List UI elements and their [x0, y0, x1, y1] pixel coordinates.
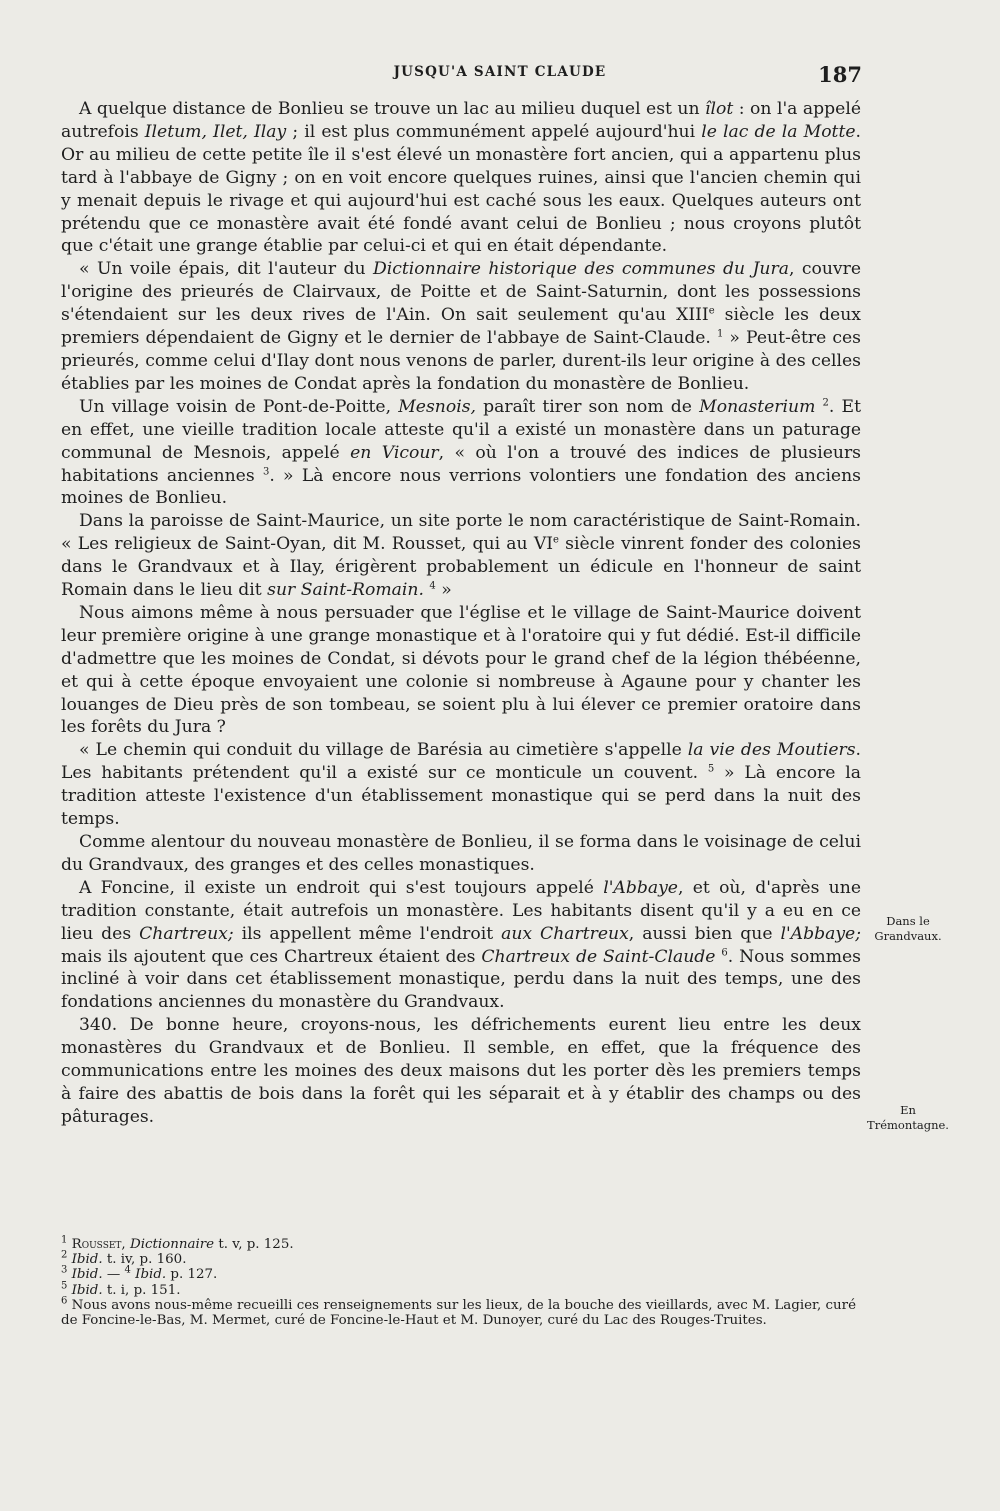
footnote-ref-1: 1 [716, 328, 724, 340]
margin-note-tremontagne: En Trémontagne. [867, 1103, 949, 1132]
paragraph-mesnois: Un village voisin de Pont-de-Poitte, Mesnois, paraît tirer son nom de Monasterium $^2$. Et en effet, une vieille tradition locale atteste qu'il a existé un monastère dans un paturage communal de Mesnois, appelé en Vicour, « où l'on a trouvé des indices de plusieurs habitations anciennes $^3$. » Là encore nous verrions volontiers une fondation des anciens moines de Bonlieu. [61, 396, 861, 509]
paragraph-saint-maurice: Dans la paroisse de Saint-Maurice, un site porte le nom caractéristique de Saint-Romain. « Les religieux de Saint-Oyan, dit M. Rousset, qui au VIe siècle vinrent fonder des colonies dans le Grandvaux et à Ilay, érigèrent probablement un édicule en l'honneur de saint Romain dans le lieu dit sur Saint-Romain. $^4$ » [61, 511, 862, 601]
footnote-3-4: $^3$ Ibid. — $^4$ Ibid. p. 127. [61, 1264, 218, 1283]
footnote-ref-6: 6 [721, 946, 728, 958]
footnote-ref-5: 5 [707, 763, 715, 775]
footnotes [61, 1234, 856, 1329]
running-title: JUSQU'A SAINT CLAUDE [393, 64, 607, 80]
footnote-ref-3: 3 [262, 465, 270, 477]
footnote-2: $^2$ Ibid. t. iv, p. 160. [61, 1249, 187, 1268]
footnote-5: $^5$ Ibid. t. i, p. 151. [61, 1280, 181, 1298]
margin-note-grandvaux: Dans le Grandvaux. [874, 914, 942, 943]
paragraph-prieures: « Un voile épais, dit l'auteur du Dictionnaire historique des communes du Jura, couvre l'origine des prieurés de Clairvaux, de Poitte et de Saint-Saturnin, dont les possessions s'étendaient sur les deux rives de l'Ain. On sait seulement qu'au XIIIe siècle les deux premiers dépendaient de Gigny et le dernier de l'abbaye de Saint-Claude. $^1$ » Peut-être ces prieurés, comme celui d'Ilay dont nous venons de parler, durent-ils leur origine à des celles établies par les moines de Condat après la fondation du monastère de Bonlieu. [61, 259, 862, 394]
paragraph-baresia: « Le chemin qui conduit du village de Barésia au cimetière s'appelle la vie des Moutiers. Les habitants prétendent qu'il a existé sur ce monticule un couvent. $^5$ » Là encore la tradition atteste l'existence d'un établissement monastique qui se perd dans la nuit des temps. [61, 740, 861, 830]
paragraph-eglise: Nous aimons même à nous persuader que l'église et le village de Saint-Maurice doivent leur première origine à une grange monastique et à l'oratoire qui y fut dédié. Est-il difficile d'admettre que les moines de Condat, si dévots pour le grand chef de la légion thébéenne, et qui à cette époque envoyaient une colonie si nombreuse à Agaune pour y chanter les louanges de Dieu près de son tombeau, se soient plu à lui élever ce premier oratoire dans les forêts du Jura ? [61, 602, 861, 738]
paragraph-granges: Comme alentour du nouveau monastère de Bonlieu, il se forma dans le voisinage de celui du Grandvaux, des granges et des celles monastiques. [61, 832, 861, 875]
main-text [61, 98, 861, 1129]
paragraph-340: 340. De bonne heure, croyons-nous, les défrichements eurent lieu entre les deux monastères du Grandvaux et de Bonlieu. Il semble, en effet, que la fréquence des communications entre les moines des deux maisons dut les porter dès les premiers temps à faire des abattis de bois dans la forêt qui les séparait et à y établir des champs ou des pâturages. [61, 1015, 861, 1127]
paragraph-foncine: A Foncine, il existe un endroit qui s'est toujours appelé l'Abbaye, et où, d'après une tradition constante, était autrefois un monastère. Les habitants disent qu'il y a eu en ce lieu des Chartreux; ils appellent même l'endroit aux Chartreux, aussi bien que l'Abbaye; mais ils ajoutent que ces Chartreux étaient des Chartreux de Saint-Claude $^6$. Nous sommes incliné à voir dans cet établissement monastique, perdu dans la nuit des temps, une des fondations anciennes du monastère du Grandvaux. [61, 877, 862, 1013]
footnote-6: $^6$ Nous avons nous-même recueilli ces renseignements sur les lieux, de la bouche des vieillards, avec M. Lagier, curé de Foncine-le-Bas, M. Mermet, curé de Foncine-le-Haut et M. Dunoyer, curé du Lac des Rouges-Truites. [61, 1295, 856, 1329]
footnote-ref-4: 4 [429, 580, 436, 592]
footnote-1: $^1$ Rousset, Dictionnaire t. v, p. 125. [61, 1234, 294, 1252]
paragraph-ilay: A quelque distance de Bonlieu se trouve un lac au milieu duquel est un îlot : on l'a appelé autrefois Iletum, Ilet, Ilay ; il est plus communément appelé aujourd'hui le lac de la Motte. Or au milieu de cette petite île il s'est élevé un monastère fort ancien, qui a appartenu plus tard à l'abbaye de Gigny ; on en voit encore quelques ruines, ainsi que l'ancien chemin qui y menait depuis le rivage et qui aujourd'hui est caché sous les eaux. Quelques auteurs ont prétendu que ce monastère avait été fondé avant celui de Bonlieu ; nous croyons plutôt que c'était une grange établie par celui-ci et qui en était dépendante. [61, 99, 861, 257]
page-number: 187 [818, 62, 862, 87]
footnote-ref-2: 2 [822, 397, 829, 409]
